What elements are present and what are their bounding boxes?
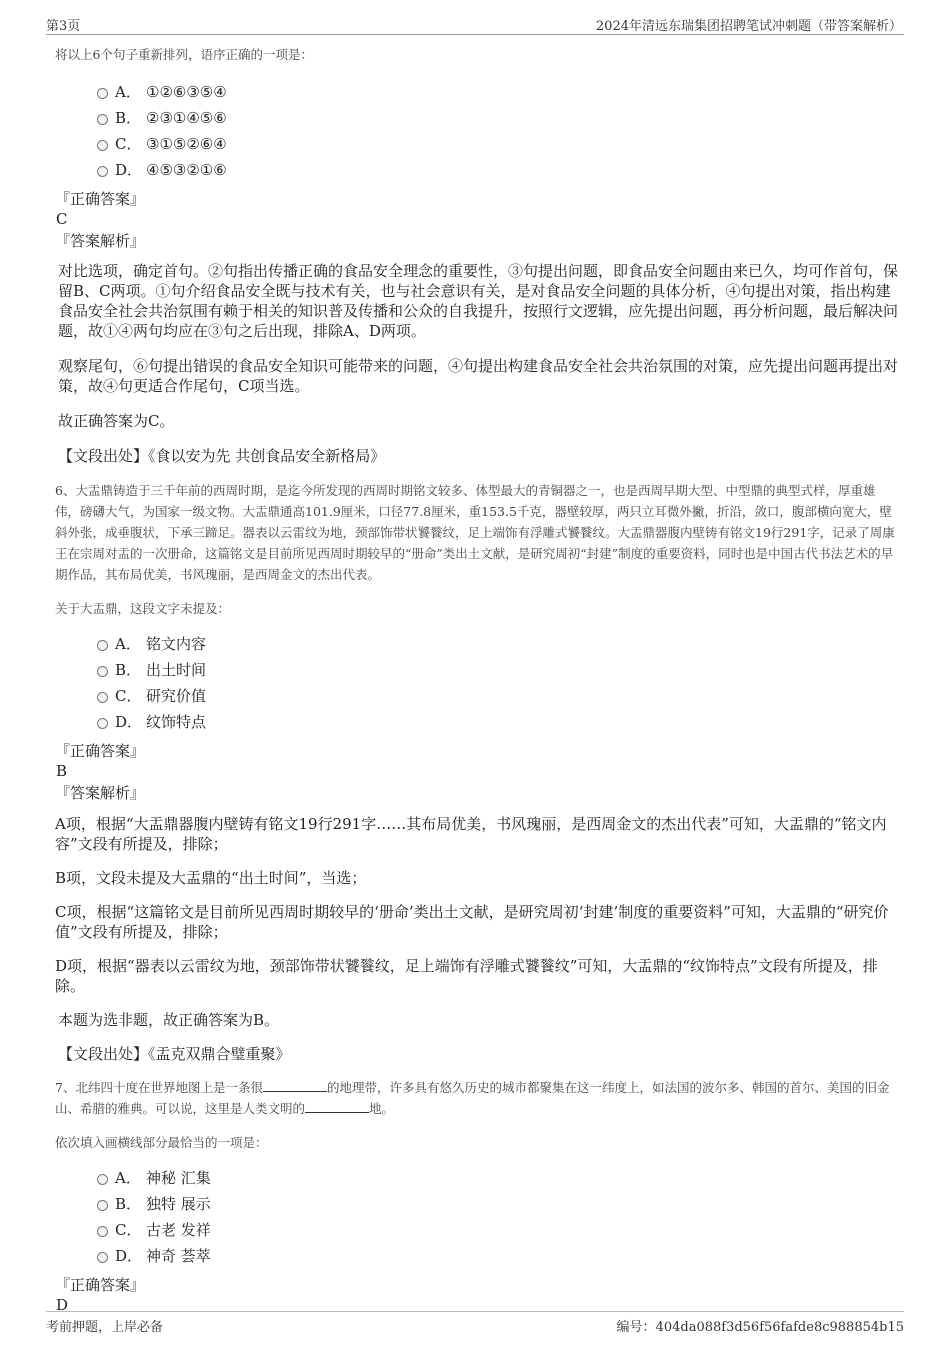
document-serial: 编号：404da088f3d56f56fafde8c988854b15 [616, 1320, 904, 1335]
document-body [55, 44, 900, 1315]
q6-answer-label: 『正确答案』 [55, 742, 146, 760]
radio-button-icon[interactable] [97, 640, 108, 651]
q5-option-b[interactable]: B． ②③①④⑤⑥ [55, 105, 900, 131]
q7-option-b[interactable]: B． 独特 展示 [55, 1191, 900, 1217]
q6-option-a[interactable]: A． 铭文内容 [55, 631, 900, 657]
radio-button-icon[interactable] [97, 1200, 108, 1211]
q5-analysis-p3: 故正确答案为C。 [58, 412, 175, 430]
radio-button-icon[interactable] [97, 692, 108, 703]
footer-slogan: 考前押题，上岸必备 [46, 1320, 164, 1335]
radio-button-icon[interactable] [97, 1226, 108, 1237]
q6-analysis-label: 『答案解析』 [55, 784, 146, 802]
q6-analysis-a: A项，根据“大盂鼎器腹内壁铸有铭文19行291字……其布局优美，书风瑰丽，是西周金文的杰出代表”可知，大盂鼎的“铭文内容”文段有所提及，排除； [55, 815, 887, 853]
q6-options [55, 631, 900, 735]
q6-option-b[interactable]: B． 出土时间 [55, 657, 900, 683]
q7-option-c[interactable]: C． 古老 发祥 [55, 1217, 900, 1243]
q6-conclusion: 本题为选非题，故正确答案为B。 [58, 1011, 280, 1029]
q6-answer: B [56, 762, 68, 780]
q5-option-c[interactable]: C． ③①⑤②⑥④ [55, 131, 900, 157]
q5-source: 【文段出处】《食以安为先 共创食品安全新格局》 [58, 447, 386, 465]
q6-option-c[interactable]: C． 研究价值 [55, 683, 900, 709]
q6-analysis-d: D项，根据“器表以云雷纹为地，颈部饰带状饕餮纹，足上端饰有浮雕式饕餮纹”可知，大盂鼎的“纹饰特点”文段有所提及，排除。 [55, 957, 878, 995]
q7-option-d[interactable]: D． 神奇 荟萃 [55, 1243, 900, 1269]
q6-analysis-c: C项，根据“这篇铭文是目前所见西周时期较早的‘册命’类出土文献，是研究周初‘封建’制度的重要资料”可知，大盂鼎的“研究价值”文段有所提及，排除； [55, 903, 889, 941]
radio-button-icon[interactable] [97, 1174, 108, 1185]
blank-line [305, 1100, 369, 1113]
q5-prompt: 将以上6个句子重新排列，语序正确的一项是： [55, 47, 313, 62]
page-number: 第3页 [46, 19, 81, 34]
q7-answer: D [56, 1296, 69, 1314]
radio-button-icon[interactable] [97, 88, 108, 99]
q5-option-d[interactable]: D． ④⑤③②①⑥ [55, 157, 900, 183]
q7-option-a[interactable]: A． 神秘 汇集 [55, 1165, 900, 1191]
document-title: 2024年清远东瑞集团招聘笔试冲刺题（带答案解析） [595, 19, 902, 34]
page-header [46, 12, 904, 35]
q5-analysis-p2: 观察尾句，⑥句提出错误的食品安全知识可能带来的问题，④句提出构建食品安全社会共治氛围的对策，应先提出问题再提出对策，故④句更适合作尾句，C项当选。 [58, 357, 899, 395]
q6-option-d[interactable]: D． 纹饰特点 [55, 709, 900, 735]
radio-button-icon[interactable] [97, 1252, 108, 1263]
radio-button-icon[interactable] [97, 166, 108, 177]
q5-analysis-label: 『答案解析』 [55, 232, 146, 250]
q5-option-a[interactable]: A． ①②⑥③⑤④ [55, 79, 900, 105]
blank-line [263, 1079, 327, 1092]
q5-options [55, 79, 900, 183]
q7-stem: 7、北纬四十度在世界地图上是一条很 的地理带，许多具有悠久历史的城市都聚集在这一纬度上，如法国的波尔多、韩国的首尔、美国的旧金山、希腊的雅典。可以说，这里是人类文明的 地。 [55, 1080, 890, 1116]
q7-prompt: 依次填入画横线部分最恰当的一项是： [55, 1135, 268, 1150]
q5-answer-label: 『正确答案』 [55, 190, 146, 208]
q6-stem: 6、大盂鼎铸造于三千年前的西周时期，是迄今所发现的西周时期铭文较多、体型最大的青铜器之一，也是西周早期大型、中型鼎的典型式样，厚重雄伟，磅礴大气，为国家一级文物。大盂鼎通高101.9厘米，口径77.8厘米，重153.5千克，器壁较厚，两只立耳微外撇，折沿，敛口，腹部横向宽大，壁斜外张，成垂腹状，下承三蹄足。器表以云雷纹为地，颈部饰带状饕餮纹，足上端饰有浮雕式饕餮纹。大盂鼎器腹内壁铸有铭文19行291字，记录了周康王在宗周对盂的一次册命，这篇铭文是目前所见西周时期较早的“册命”类出土文献，是研究周初“封建”制度的重要资料，同时也是中国古代书法艺术的早期作品，其布局优美，书风瑰丽，是西周金文的杰出代表。 [55, 483, 895, 582]
q5-analysis-p1: 对比选项，确定首句。②句指出传播正确的食品安全理念的重要性，③句提出问题，即食品安全问题由来已久，均可作首句，保留B、C两项。①句介绍食品安全既与技术有关，也与社会意识有关，是对食品安全问题的具体分析，④句提出对策，指出构建食品安全社会共治氛围有赖于相关的知识普及传播和公众的自我提升，按照行文逻辑，应先提出问题，再分析问题，最后解决问题，故①④两句均应在③句之后出现，排除A、D两项。 [58, 262, 899, 340]
radio-button-icon[interactable] [97, 140, 108, 151]
q6-source: 【文段出处】《盂克双鼎合璧重聚》 [58, 1045, 291, 1063]
radio-button-icon[interactable] [97, 114, 108, 125]
radio-button-icon[interactable] [97, 718, 108, 729]
q7-options [55, 1165, 900, 1269]
page-footer [46, 1311, 904, 1334]
q6-prompt: 关于大盂鼎，这段文字未提及： [55, 601, 231, 616]
radio-button-icon[interactable] [97, 666, 108, 677]
q7-answer-label: 『正确答案』 [55, 1276, 146, 1294]
q5-answer: C [56, 210, 68, 228]
q6-analysis-b: B项，文段未提及大盂鼎的“出土时间”，当选； [55, 869, 367, 887]
